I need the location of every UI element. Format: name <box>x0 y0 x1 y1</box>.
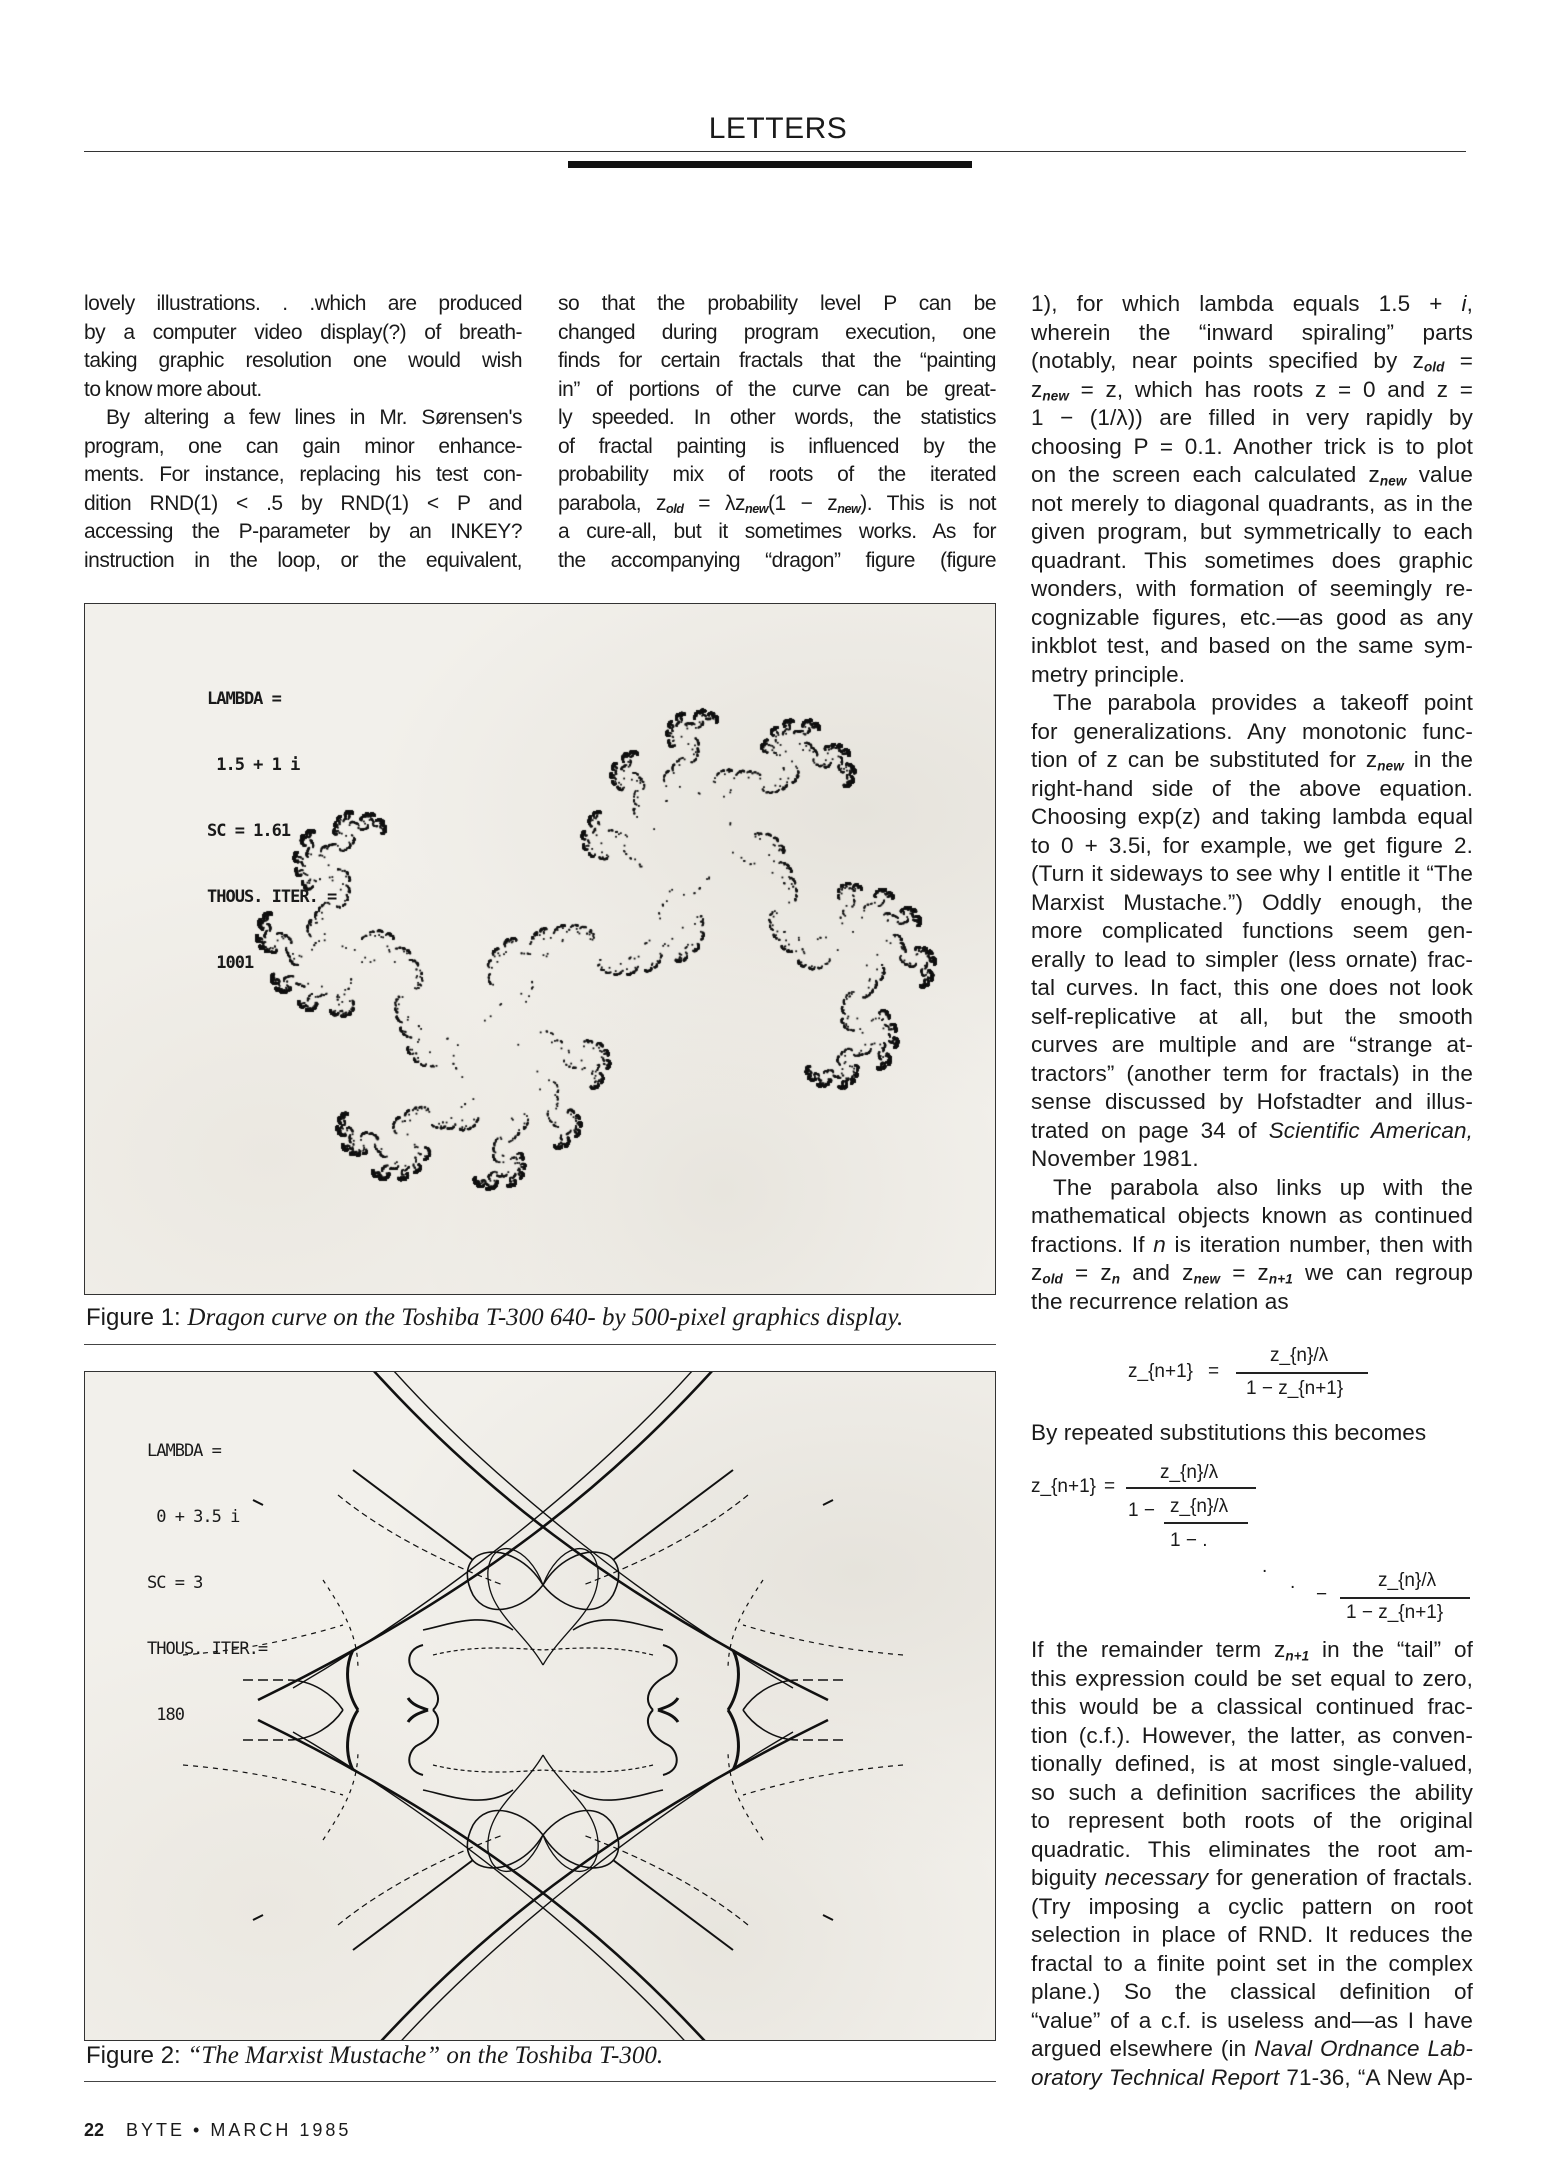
caption-text: Dragon curve on the Toshiba T-300 640- by 500-pixel graphics display. <box>187 1304 904 1331</box>
eq1-equals: = <box>1208 1361 1220 1382</box>
fraction-bar <box>1236 1372 1368 1374</box>
text-line: $z_{old} = z_n$ and $z_{new} = z_{n+1}$ we can regroup <box>1031 1260 1473 1287</box>
text-line: “value” of a c.f. is useless and—as I have <box>1031 2007 1473 2033</box>
text-line: cognizable figures, etc.—as good as any <box>1031 604 1473 630</box>
section-header: LETTERS <box>708 112 848 145</box>
fraction-bar <box>1126 1487 1256 1489</box>
curve-quadrants <box>183 1372 903 2040</box>
text-line: (Try imposing a cyclic pattern on root <box>1031 1893 1473 1919</box>
fraction-bar <box>1164 1522 1248 1524</box>
readout-line: THOUS. ITER.= <box>147 1639 268 1659</box>
readout-line: 0 + 3.5 i <box>147 1507 240 1527</box>
text-line: (notably, near points specified by $z_{old}$ = <box>1031 348 1474 375</box>
text-line: argued elsewhere (in Naval Ordnance Lab- <box>1031 2036 1473 2061</box>
text-line: not merely to diagonal quadrants, as in the <box>1031 490 1473 516</box>
text-line: to 0 + 3.5i, for example, we get figure 2. <box>1031 832 1473 858</box>
text-line: this expression could be set equal to zero, <box>1031 1665 1473 1691</box>
figure-1-caption <box>86 1304 903 1332</box>
text-line: a cure-all, but it sometimes works. As for <box>558 520 996 543</box>
screen-readout <box>207 644 336 1018</box>
text-line: tal curves. In fact, this one does not look <box>1031 975 1473 1000</box>
text-line: tractors” (another term for fractals) in the <box>1031 1060 1473 1086</box>
eq2-den-1: 1 − <box>1128 1500 1155 1521</box>
text-line: tion of z can be substituted for $z_{new}$ in the <box>1031 747 1473 774</box>
text-line: 1), for which lambda equals 1.5 + i, <box>1031 291 1473 316</box>
text-line: metry principle. <box>1031 661 1186 687</box>
text-line: taking graphic resolution one would wish <box>84 349 522 372</box>
eq2-minus: − <box>1316 1584 1328 1605</box>
eq2-dot: . <box>1290 1572 1296 1593</box>
readout-line: LAMBDA = <box>207 689 281 709</box>
text-line: to know more about. <box>84 377 262 401</box>
text-line: ments. For instance, replacing his test con- <box>84 463 522 486</box>
readout-line: 1.5 + 1 i <box>207 755 300 775</box>
text-line: the recurrence relation as <box>1031 1288 1289 1314</box>
readout-line: THOUS. ITER. = <box>207 887 337 907</box>
eq2-numerator: z_{n}/λ <box>1160 1462 1219 1483</box>
text-line: by a computer video display(?) of breath- <box>84 320 522 344</box>
eq2-den-2: 1 − . <box>1170 1530 1208 1551</box>
text-line: November 1981. <box>1031 1146 1199 1171</box>
text-line: of fractal painting is influenced by the <box>558 434 996 458</box>
text-line: quadratic. This eliminates the root am- <box>1031 1836 1473 1862</box>
text-line: sense discussed by Hofstadter and illus- <box>1031 1089 1473 1114</box>
text-line: ly speeded. In other words, the statistics <box>558 406 996 429</box>
text-line: dition RND(1) < .5 by RND(1) < P and <box>84 491 522 515</box>
text-line: accessing the P-parameter by an INKEY? <box>84 520 522 543</box>
fraction-bar <box>1340 1597 1470 1599</box>
text-line: The parabola also links up with the <box>1053 1174 1473 1200</box>
readout-line: LAMBDA = <box>147 1441 221 1461</box>
text-line: more complicated functions seem gen- <box>1031 918 1473 943</box>
text-column-3-continued <box>1031 1636 1473 2092</box>
text-line: this would be a classical continued frac- <box>1031 1694 1473 1719</box>
text-line: Marxist Mustache.”) Oddly enough, the <box>1031 889 1473 915</box>
text-line: parabola, $z_{old} = \lambda z_{new}(1 - z_{new})$. This is not <box>558 491 997 516</box>
eq1-numerator: z_{n}/λ <box>1270 1345 1329 1366</box>
text-line: Choosing exp(z) and taking lambda equal <box>1031 804 1473 829</box>
text-line: fractions. If n is iteration number, then with <box>1031 1231 1473 1257</box>
text-line: so that the probability level P can be <box>558 292 996 315</box>
text-line: right-hand side of the above equation. <box>1031 775 1473 801</box>
text-line: trated on page 34 of Scientific American, <box>1031 1117 1474 1143</box>
eq1-lhs: z_{n+1} <box>1128 1361 1193 1382</box>
text-line: quadrant. This sometimes does graphic <box>1031 547 1473 573</box>
text-line: self-replicative at all, but the smooth <box>1031 1003 1473 1029</box>
text-line: to represent both roots of the original <box>1031 1808 1473 1833</box>
text-line: tion (c.f.). However, the latter, as conven- <box>1031 1722 1473 1748</box>
eq2-equals: = <box>1104 1476 1116 1497</box>
readout-line: SC = 1.61 <box>207 821 291 841</box>
curve-quadrant <box>258 1372 903 1710</box>
text-line: biguity necessary for generation of fractals. <box>1031 1865 1473 1890</box>
text-column-2 <box>558 290 996 575</box>
eq2-tail-denominator: 1 − z_{n+1} <box>1346 1602 1444 1623</box>
page-footer <box>84 2120 351 2141</box>
text-line: selection in place of RND. It reduces the <box>1031 1922 1473 1947</box>
text-line: (Turn it sideways to see why I entitle it “The <box>1031 861 1473 886</box>
text-line: The parabola provides a takeoff point <box>1053 690 1473 715</box>
text-line: tionally defined, is at most single-valued, <box>1031 1751 1473 1776</box>
text-line: the accompanying “dragon” figure (figure <box>558 548 996 572</box>
between-text: By repeated substitutions this becomes <box>1031 1420 1427 1445</box>
text-line: program, one can gain minor enhance- <box>84 434 522 458</box>
text-line: wherein the “inward spiraling” parts <box>1031 319 1473 345</box>
text-line: finds for certain fractals that the “painting <box>558 349 996 372</box>
figure-2-caption <box>86 2042 663 2070</box>
eq2-lhs: z_{n+1} <box>1031 1476 1096 1497</box>
caption-rule <box>84 1344 996 1345</box>
text-line: given program, but symmetrically to each <box>1031 519 1473 544</box>
text-line: choosing P = 0.1. Another trick is to plot <box>1031 433 1473 459</box>
text-line: fractal to a finite point set in the complex <box>1031 1950 1473 1976</box>
text-line: By altering a few lines in Mr. Sørensen's <box>106 406 522 429</box>
text-line: curves are multiple and are “strange at- <box>1031 1032 1473 1057</box>
eq2-tail-numerator: z_{n}/λ <box>1378 1570 1437 1591</box>
header-rule <box>84 151 1466 152</box>
readout-line: SC = 3 <box>147 1573 203 1593</box>
screen-readout <box>147 1396 267 1770</box>
text-line: plane.) So the classical definition of <box>1031 1979 1473 2004</box>
text-line: inkblot test, and based on the same sym- <box>1031 633 1473 658</box>
text-line: on the screen each calculated $z_{new}$ value <box>1031 462 1473 489</box>
text-line: $z_{new} = z$, which has roots z = 0 and z = <box>1031 376 1473 403</box>
text-line: probability mix of roots of the iterated <box>558 463 996 486</box>
caption-text: “The Marxist Mustache” on the Toshiba T-300. <box>187 2042 664 2069</box>
caption-label: Figure 2: <box>86 2042 181 2069</box>
text-column-3 <box>1031 290 1473 1316</box>
text-column-1 <box>84 290 522 575</box>
text-line: changed during program execution, one <box>558 320 996 344</box>
eq1-denominator: 1 − z_{n+1} <box>1246 1378 1344 1399</box>
text-line: for generalizations. Any monotonic func- <box>1031 718 1473 744</box>
curve-quadrant <box>183 1710 828 2040</box>
text-line: so such a definition sacrifices the ability <box>1031 1779 1473 1805</box>
text-line: mathematical objects known as continued <box>1031 1203 1473 1228</box>
header-bar <box>568 161 972 168</box>
caption-label: Figure 1: <box>86 1304 181 1331</box>
text-line: If the remainder term $z_{n+1}$ in the “tail” of <box>1031 1637 1473 1664</box>
page-number: 22 <box>84 2120 105 2140</box>
publication-line: BYTE • MARCH 1985 <box>126 2120 352 2140</box>
curve-quadrant <box>183 1372 828 1710</box>
readout-line: 1001 <box>207 953 254 973</box>
text-line: lovely illustrations. . .which are produced <box>84 292 522 315</box>
text-line: wonders, with formation of seemingly re- <box>1031 576 1473 601</box>
readout-line: 180 <box>147 1705 184 1725</box>
figure-2-marxist-mustache <box>84 1371 996 2041</box>
text-line: erally to lead to simpler (less ornate) frac- <box>1031 946 1473 972</box>
figure-1-dragon-curve <box>84 603 996 1295</box>
eq2-inner-numerator: z_{n}/λ <box>1170 1496 1229 1517</box>
text-line: 1 − (1/λ)) are filled in very rapidly by <box>1031 405 1473 430</box>
curve-quadrant <box>258 1710 903 2040</box>
caption-rule <box>84 2081 996 2082</box>
text-line: instruction in the loop, or the equivalent, <box>84 548 522 572</box>
text-line: in” of portions of the curve can be great- <box>558 377 996 401</box>
eq2-dot: . <box>1262 1556 1268 1577</box>
text-line: oratory Technical Report 71-36, “A New Ap- <box>1031 2064 1473 2090</box>
